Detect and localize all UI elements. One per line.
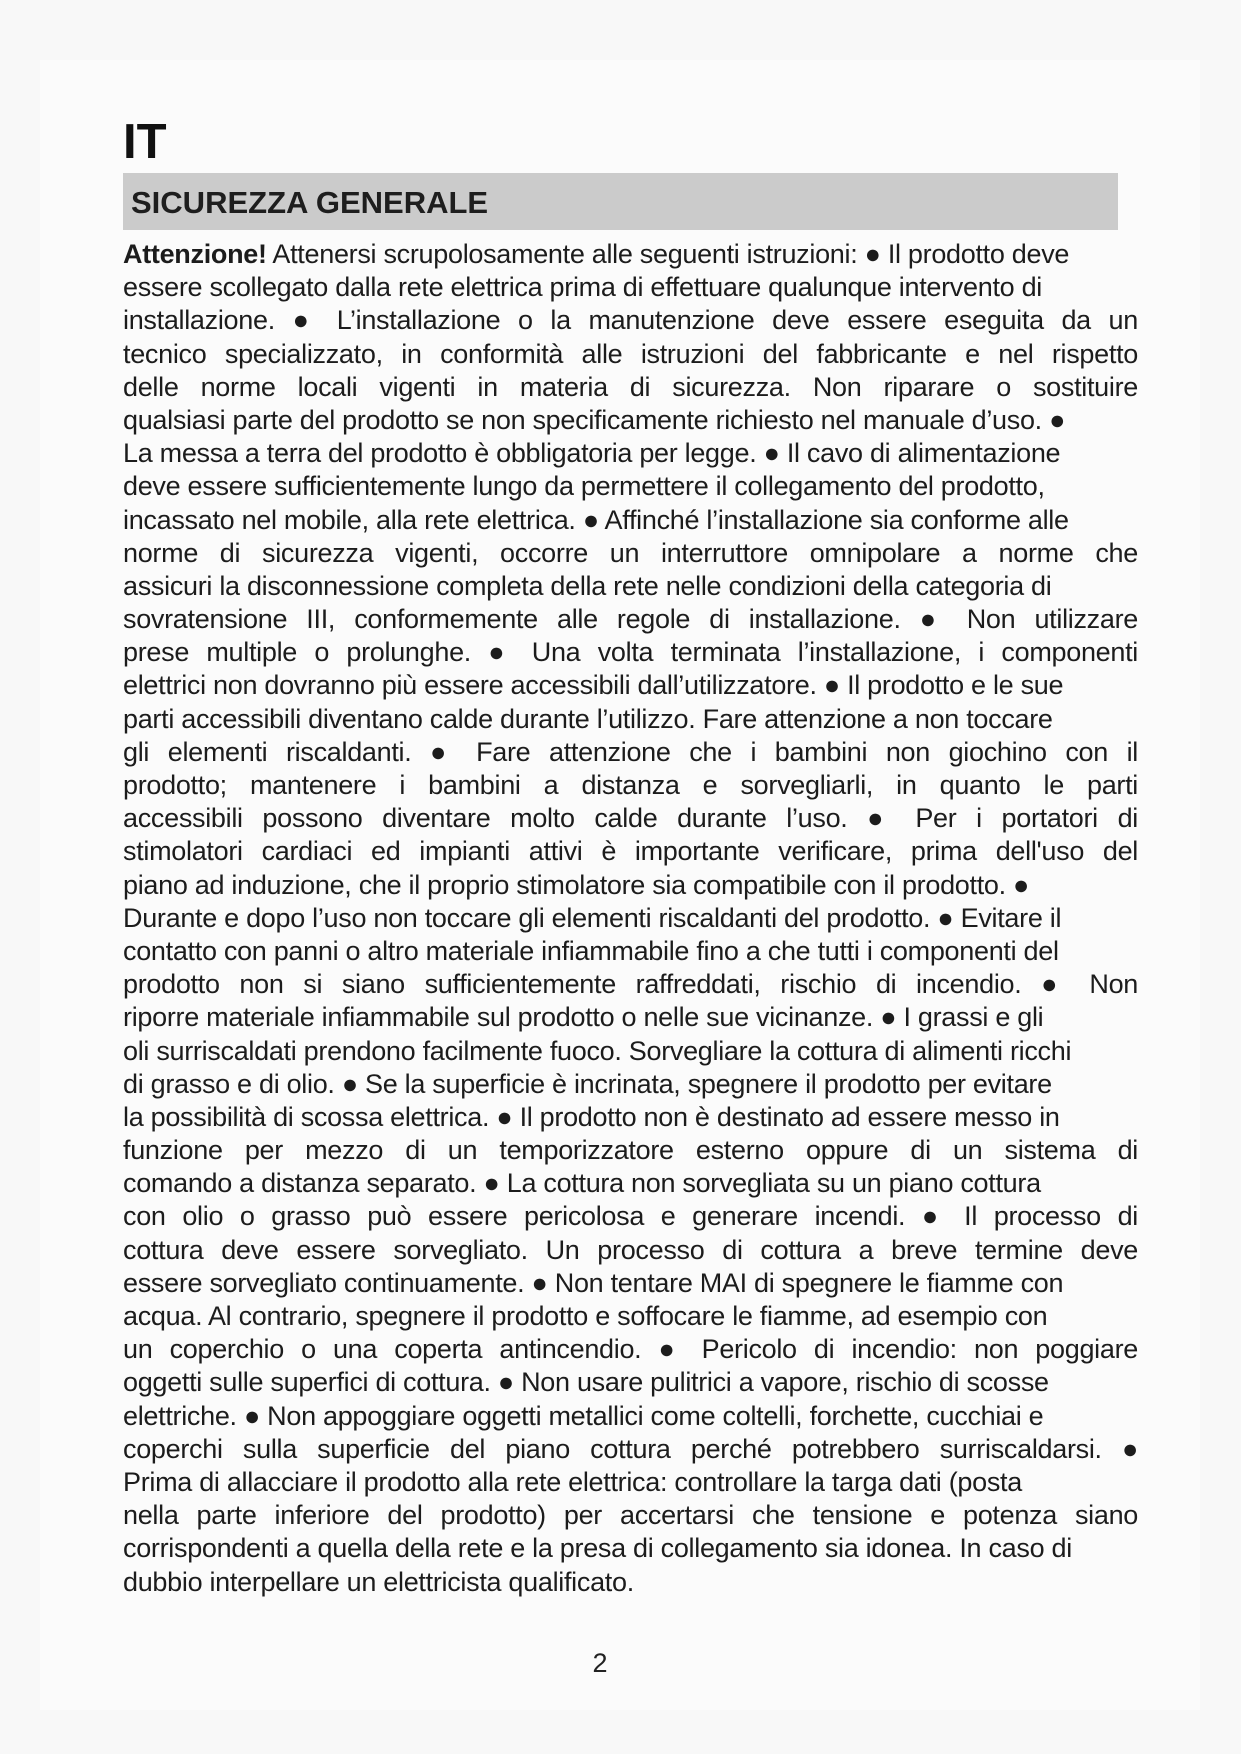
text-line: cottura deve essere sorvegliato. Un processo di cottura a breve termine deve xyxy=(123,1234,1138,1265)
text-line: Prima di allacciare il prodotto alla rete elettrica: controllare la targa dati (posta xyxy=(123,1466,1022,1497)
text-line: coperchi sulla superficie del piano cottura perché potrebbero surriscaldarsi. ● xyxy=(123,1433,1138,1464)
text-line: gli elementi riscaldanti. ● Fare attenzione che i bambini non giochino con il xyxy=(123,736,1138,767)
language-code: IT xyxy=(123,115,167,169)
text-line: essere scollegato dalla rete elettrica prima di effettuare qualunque intervento di xyxy=(123,272,1042,303)
text-line: corrispondenti a quella della rete e la presa di collegamento sia idonea. In caso di xyxy=(123,1533,1072,1564)
text-line: tecnico specializzato, in conformità alle istruzioni del fabbricante e nel rispetto xyxy=(123,338,1138,369)
warning-lead: Attenzione! xyxy=(123,239,267,269)
section-header-bar xyxy=(123,173,1118,230)
text-line: parti accessibili diventano calde durante l’utilizzo. Fare attenzione a non toccare xyxy=(123,703,1053,734)
text-line: essere sorvegliato continuamente. ● Non tentare MAI di spegnere le fiamme con xyxy=(123,1267,1064,1298)
text-line: incassato nel mobile, alla rete elettrica. ● Affinché l’installazione sia conforme alle xyxy=(123,504,1069,535)
text-line: elettrici non dovranno più essere accessibili dall’utilizzatore. ● Il prodotto e le sue xyxy=(123,670,1064,701)
text-line: delle norme locali vigenti in materia di sicurezza. Non riparare o sostituire xyxy=(123,371,1138,402)
section-title: SICUREZZA GENERALE xyxy=(131,185,489,220)
text-line: sovratensione III, conformemente alle regole di installazione. ● Non utilizzare xyxy=(123,604,1138,635)
page-number: 2 xyxy=(592,1648,608,1678)
text-line: acqua. Al contrario, spegnere il prodotto e soffocare le fiamme, ad esempio con xyxy=(123,1301,1048,1331)
text-line-content: Attenersi scrupolosamente alle seguenti istruzioni: ● Il prodotto deve xyxy=(266,239,1070,269)
text-line: con olio o grasso può essere pericolosa e generare incendi. ● Il processo di xyxy=(123,1201,1138,1232)
safety-instructions-text xyxy=(123,238,1138,1599)
text-line: Durante e dopo l’uso non toccare gli elementi riscaldanti del prodotto. ● Evitare il xyxy=(123,902,1062,933)
text-line: un coperchio o una coperta antincendio. ● Pericolo di incendio: non poggiare xyxy=(123,1334,1138,1365)
text-line: norme di sicurezza vigenti, occorre un interruttore omnipolare a norme che xyxy=(123,537,1138,568)
text-line: prodotto; mantenere i bambini a distanza e sorvegliarli, in quanto le parti xyxy=(123,770,1138,800)
text-line: oggetti sulle superfici di cottura. ● Non usare pulitrici a vapore, rischio di scosse xyxy=(123,1367,1049,1398)
text-line: installazione. ● L’installazione o la manutenzione deve essere eseguita da un xyxy=(123,305,1138,336)
text-line: stimolatori cardiaci ed impianti attivi è importante verificare, prima dell'uso del xyxy=(123,836,1138,867)
text-line: prodotto non si siano sufficientemente raffreddati, rischio di incendio. ● Non xyxy=(123,969,1138,1000)
text-line: di grasso e di olio. ● Se la superficie è incrinata, spegnere il prodotto per evitare xyxy=(123,1068,1052,1099)
text-line: riporre materiale infiammabile sul prodotto o nelle sue vicinanze. ● I grassi e gli xyxy=(123,1002,1044,1033)
text-line: La messa a terra del prodotto è obbligatoria per legge. ● Il cavo di alimentazione xyxy=(123,438,1061,469)
text-line: contatto con panni o altro materiale infiammabile fino a che tutti i componenti del xyxy=(123,935,1059,966)
text-line: prese multiple o prolunghe. ● Una volta terminata l’installazione, i componenti xyxy=(123,637,1138,668)
text-line: deve essere sufficientemente lungo da permettere il collegamento del prodotto, xyxy=(123,471,1045,502)
text-line: oli surriscaldati prendono facilmente fuoco. Sorvegliare la cottura di alimenti ricchi xyxy=(123,1035,1072,1066)
text-line: comando a distanza separato. ● La cottura non sorvegliata su un piano cottura xyxy=(123,1168,1041,1199)
text-line: accessibili possono diventare molto calde durante l’uso. ● Per i portatori di xyxy=(123,803,1138,834)
text-line: la possibilità di scossa elettrica. ● Il prodotto non è destinato ad essere messo in xyxy=(123,1101,1060,1132)
text-line xyxy=(123,238,1138,271)
text-line: funzione per mezzo di un temporizzatore esterno oppure di un sistema di xyxy=(123,1135,1138,1166)
text-line: piano ad induzione, che il proprio stimolatore sia compatibile con il prodotto. ● xyxy=(123,869,1030,900)
text-line: qualsiasi parte del prodotto se non specificamente richiesto nel manuale d’uso. ● xyxy=(123,404,1066,435)
text-line: nella parte inferiore del prodotto) per accertarsi che tensione e potenza siano xyxy=(123,1500,1138,1531)
text-line: assicuri la disconnessione completa della rete nelle condizioni della categoria di xyxy=(123,570,1052,601)
text-line: dubbio interpellare un elettricista qualificato. xyxy=(123,1566,634,1597)
text-line: elettriche. ● Non appoggiare oggetti metallici come coltelli, forchette, cucchiai e xyxy=(123,1400,1044,1431)
